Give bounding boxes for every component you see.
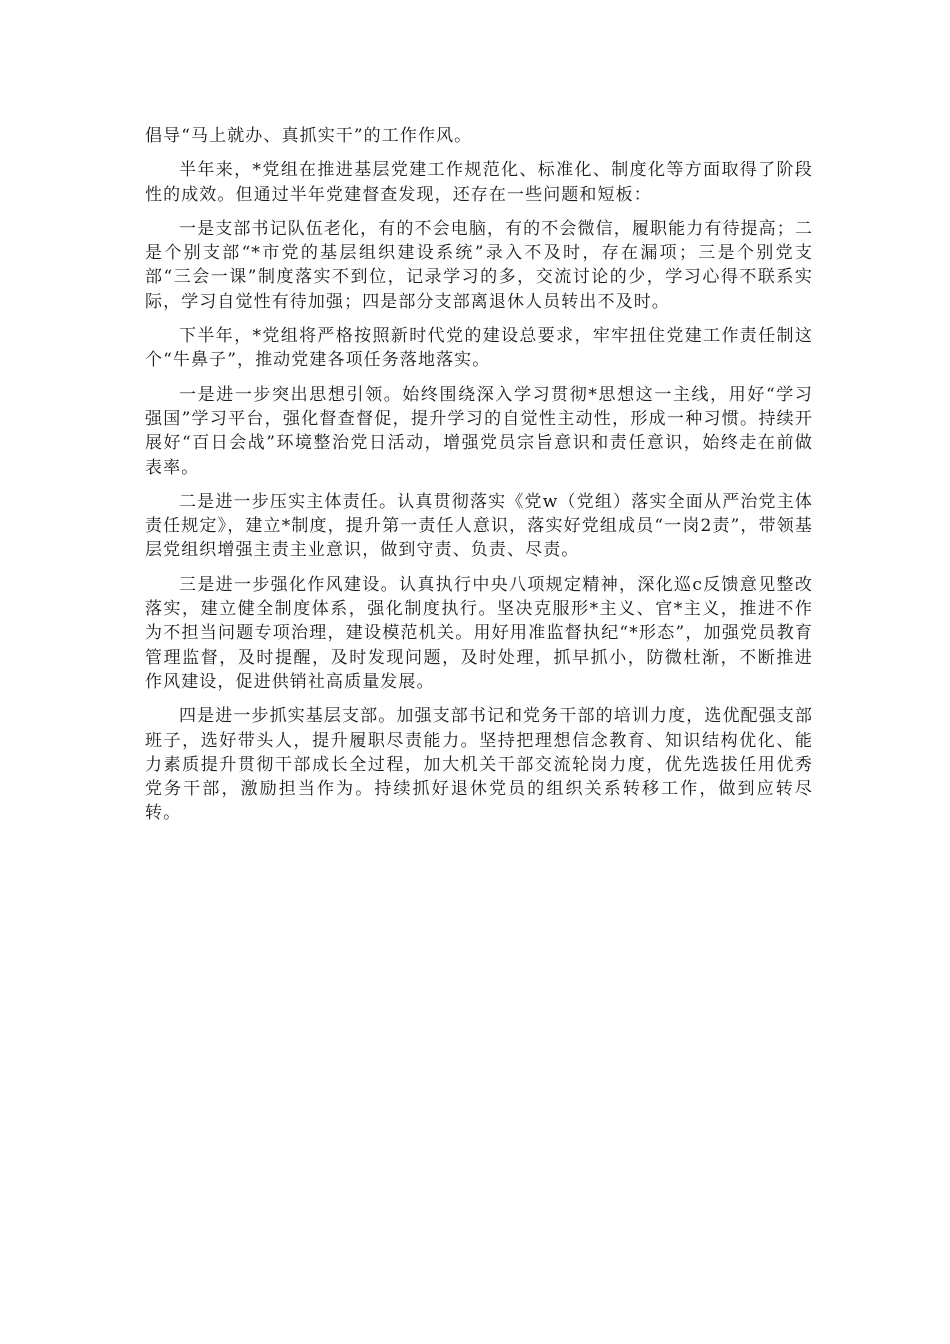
paragraph-main-responsibility: 二是进一步压实主体责任。认真贯彻落实《党w（党组）落实全面从严治党主体责任规定》，建立*制度，提升第一责任人意识，落实好党组成员“一岗2责”，带领基层党组织增强主责主业意识，做到守责、负责、尽责。: [145, 491, 813, 561]
paragraph-continuation: 倡导“马上就办、真抓实干”的工作作风。: [145, 126, 473, 146]
paragraph-half-year-summary: 半年来，*党组在推进基层党建工作规范化、标准化、制度化等方面取得了阶段性的成效。但通过半年党建督查发现，还存在一些问题和短板：: [145, 160, 813, 205]
paragraph-grassroots-branches: 四是进一步抓实基层支部。加强支部书记和党务干部的培训力度，选优配强支部班子，选好带头人，提升履职尽责能力。坚持把理想信念教育、知识结构优化、能力素质提升贯彻干部成长全过程，加大机关干部交流轮岗力度，优先选拔任用优秀党务干部，激励担当作为。持续抓好退休党员的组织关系转移工作，做到应转尽转。: [145, 706, 813, 824]
paragraph-work-style: 三是进一步强化作风建设。认真执行中央八项规定精神，深化巡c反馈意见整改落实，建立健全制度体系，强化制度执行。坚决克服形*主义、官*主义，推进不作为不担当问题专项治理，建设模范机关。用好用准监督执纪“*形态”，加强党员教育管理监督，及时提醒，及时发现问题，及时处理，抓早抓小，防微杜渐，不断推进作风建设，促进供销社高质量发展。: [145, 574, 813, 692]
paragraph-ideological-guidance: 一是进一步突出思想引领。始终围绕深入学习贯彻*思想这一主线，用好“学习强国”学习平台，强化督查督促，提升学习的自觉性主动性，形成一种习惯。持续开展好“百日会战”环境整治党日活动，增强党员宗旨意识和责任意识，始终走在前做表率。: [145, 384, 813, 478]
paragraph-problems: 一是支部书记队伍老化，有的不会电脑，有的不会微信，履职能力有待提高；二是个别支部“*市党的基层组织建设系统”录入不及时，存在漏项；三是个别党支部“三会一课”制度落实不到位，记录学习的多，交流讨论的少，学习心得不联系实际，学习自觉性有待加强；四是部分支部离退休人员转出不及时。: [145, 218, 813, 312]
document-body: [145, 124, 813, 836]
document-page: [145, 0, 813, 1344]
paragraph-second-half-plan: 下半年，*党组将严格按照新时代党的建设总要求，牢牢扭住党建工作责任制这个“牛鼻子”，推动党建各项任务落地落实。: [145, 326, 813, 371]
